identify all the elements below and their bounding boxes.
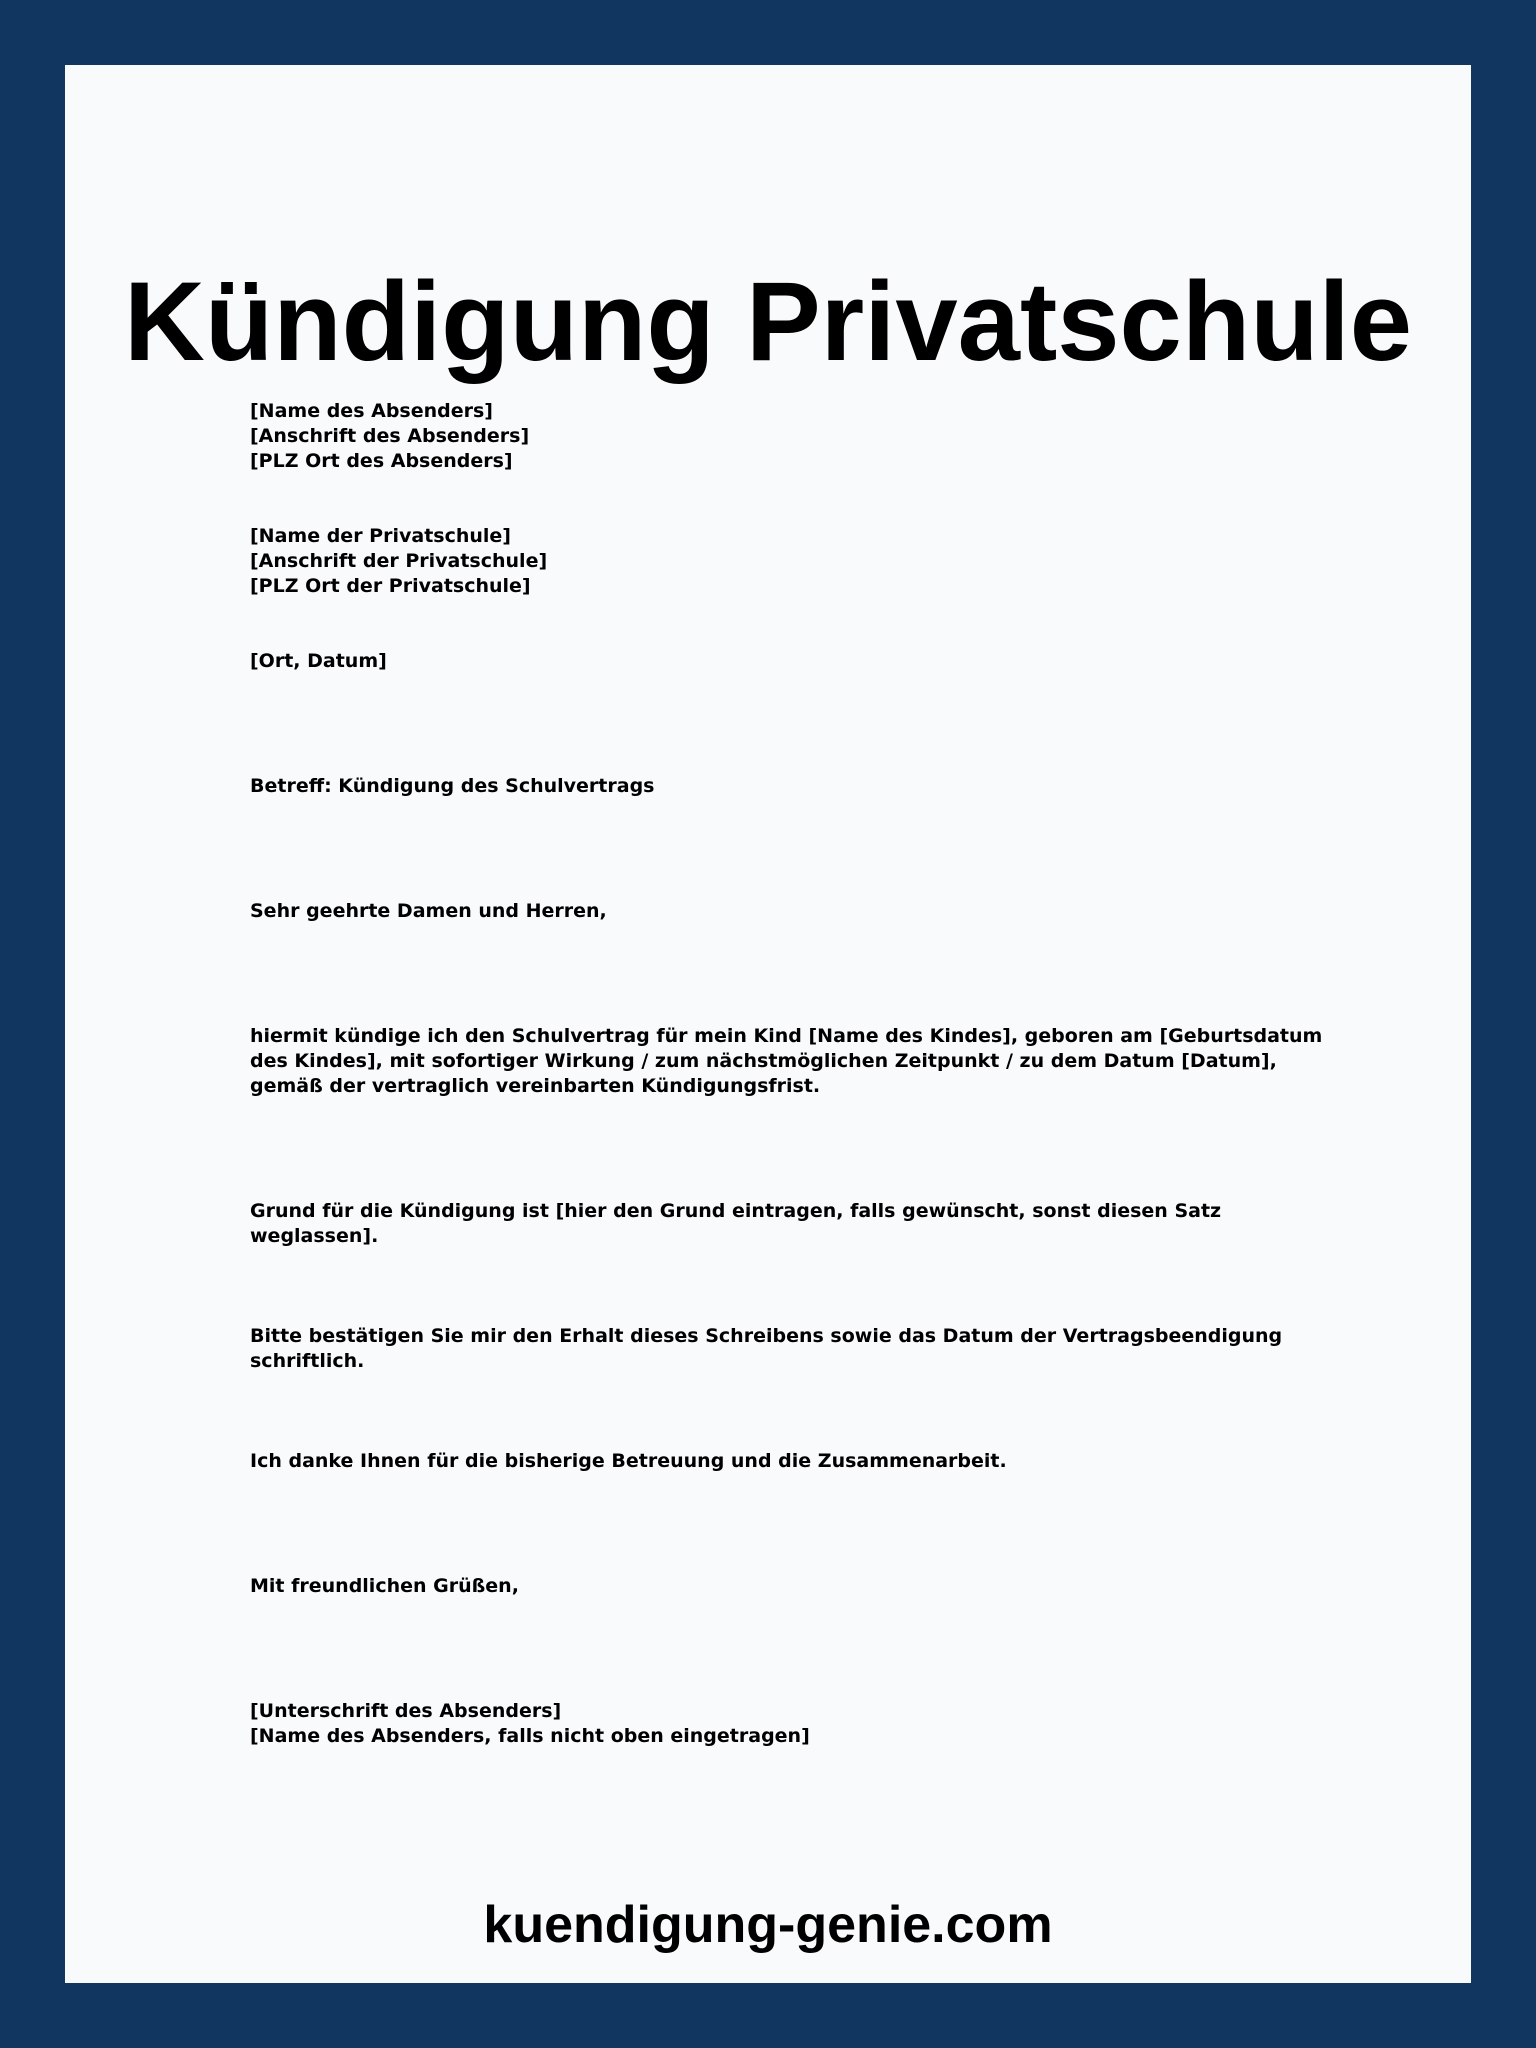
recipient-address: [Anschrift der Privatschule] [250, 550, 548, 572]
recipient-name: [Name der Privatschule] [250, 525, 511, 547]
sender-address: [Anschrift des Absenders] [250, 425, 530, 447]
signature-line: [Unterschrift des Absenders] [250, 1700, 562, 1722]
sender-name: [Name des Absenders] [250, 400, 493, 422]
footer-website: kuendigung-genie.com [483, 1896, 1053, 1954]
body-paragraph-1: hiermit kündige ich den Schulvertrag für mein Kind [Name des Kindes], geboren am [Geburtsdatum des Kindes], mit sofortiger Wirkung / zum nächstmöglichen Zeitpunkt / zu dem Datum [Datum], gemäß der vertraglich vereinbarten Kündigungsfrist. [250, 1025, 1323, 1097]
recipient-city: [PLZ Ort der Privatschule] [250, 575, 531, 597]
signature-block [250, 1699, 1350, 1749]
letter-page [65, 65, 1471, 1983]
body-paragraph-4: Ich danke Ihnen für die bisherige Betreuung und die Zusammenarbeit. [250, 1450, 1007, 1472]
page-title: Kündigung Privatschule [123, 259, 1413, 384]
recipient-address-block [250, 524, 1350, 599]
body-paragraph-2: Grund für die Kündigung ist [hier den Grund eintragen, falls gewünscht, sonst diesen Satz weglassen]. [250, 1200, 1222, 1247]
sender-address-block [250, 399, 1350, 474]
body-paragraph-3: Bitte bestätigen Sie mir den Erhalt dieses Schreibens sowie das Datum der Vertragsbeendigung schriftlich. [250, 1325, 1283, 1372]
signature-name: [Name des Absenders, falls nicht oben eingetragen] [250, 1725, 810, 1747]
sender-city: [PLZ Ort des Absenders] [250, 450, 513, 472]
closing: Mit freundlichen Grüßen, [250, 1575, 519, 1597]
salutation: Sehr geehrte Damen und Herren, [250, 900, 607, 922]
place-date: [Ort, Datum] [250, 650, 387, 672]
subject-line: Betreff: Kündigung des Schulvertrags [250, 775, 655, 797]
